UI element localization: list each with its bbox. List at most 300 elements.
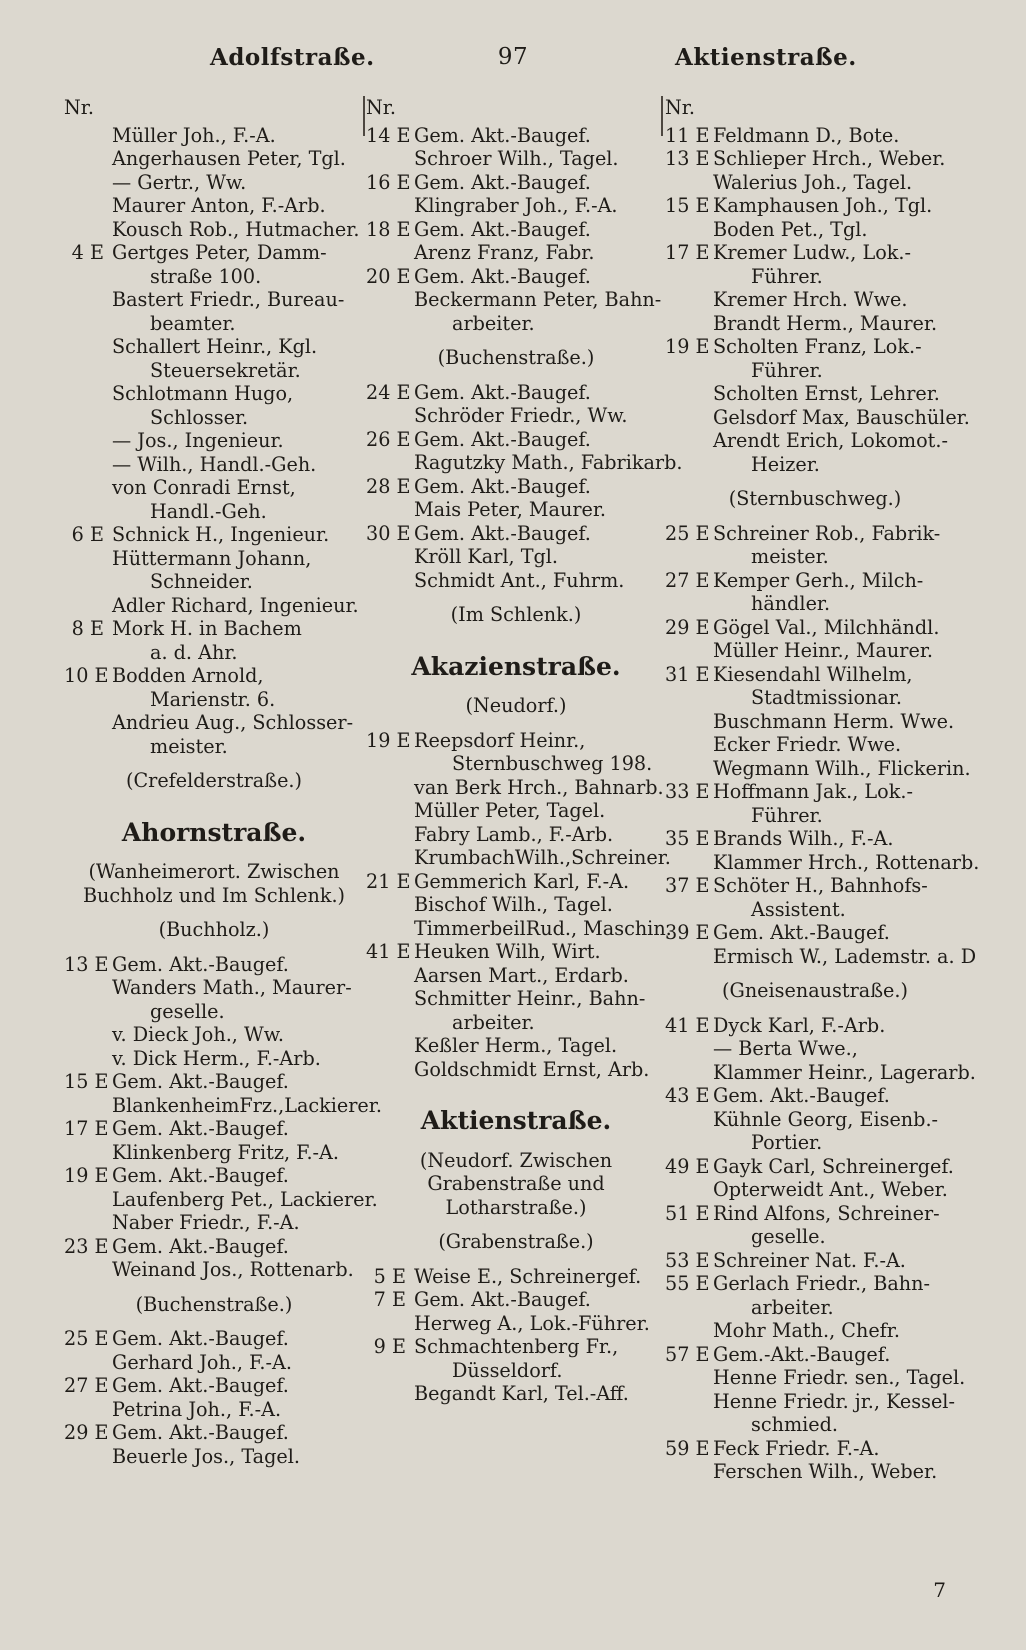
entry-line — [366, 522, 666, 546]
entry-line — [665, 147, 965, 171]
entry-line — [665, 1225, 965, 1249]
section-note: (Buchenstraße.) — [135, 1292, 293, 1316]
entry-continuation: Stadtmissionar. — [751, 686, 902, 709]
entry-line — [366, 729, 666, 753]
resident-entry: — Jos., Ingenieur. — [112, 429, 284, 452]
resident-entry: Dyck Karl, F.-Arb. — [713, 1013, 886, 1037]
entry-line — [665, 1108, 965, 1132]
entry-line — [64, 1023, 364, 1047]
entry-line — [64, 1327, 364, 1351]
entry-line — [64, 1093, 382, 1118]
entry-line — [665, 639, 965, 663]
resident-entry: Scholten Ernst, Lehrer. — [713, 382, 940, 405]
house-number: 13 E — [665, 147, 710, 170]
entry-line — [665, 850, 980, 875]
resident-entry: Ragutzky Math., Fabrikarb. — [414, 451, 683, 474]
entry-line — [64, 711, 364, 735]
resident-entry: Gem. Akt.-Baugef. — [414, 123, 591, 147]
entry-line — [64, 218, 364, 242]
resident-entry: Bischof Wilh., Tagel. — [414, 893, 613, 916]
entry-line — [665, 312, 965, 336]
house-number: 43 E — [665, 1084, 710, 1107]
entry-line — [366, 823, 666, 847]
resident-entry: Ermisch W., Lademstr. a. D — [713, 944, 977, 968]
resident-entry: Gem. Akt.-Baugef. — [112, 1327, 289, 1350]
entry-line — [64, 171, 364, 195]
house-number: 19 E — [366, 728, 411, 752]
entry-line — [366, 940, 666, 964]
entry-line — [366, 498, 666, 522]
entry-line — [665, 1413, 965, 1437]
house-number: 27 E — [64, 1374, 109, 1397]
entry-line — [64, 547, 364, 571]
house-number: 41 E — [665, 1013, 710, 1037]
entry-line — [64, 1211, 364, 1235]
house-number: 30 E — [366, 521, 411, 545]
resident-entry: Kousch Rob., Hutmacher. — [112, 217, 360, 241]
entry-line — [665, 1060, 976, 1085]
resident-entry: Maurer Anton, F.-Arb. — [112, 194, 326, 217]
entry-line — [366, 870, 666, 894]
entry-line — [665, 874, 965, 898]
house-number: 8 E — [71, 617, 104, 640]
resident-entry: Schallert Heinr., Kgl. — [112, 335, 318, 358]
resident-entry: Begandt Karl, Tel.-Aff. — [414, 1382, 629, 1405]
resident-entry: Gem. Akt.-Baugef. — [414, 217, 591, 241]
entry-line — [64, 976, 364, 1000]
resident-entry: van Berk Hrch., Bahnarb. — [414, 775, 664, 799]
resident-entry: Walerius Joh., Tagel. — [713, 170, 913, 194]
resident-entry: — Gertr., Ww. — [112, 170, 247, 194]
nr-label: Nr. — [64, 96, 94, 119]
resident-entry: Wanders Math., Maurer- — [112, 976, 352, 999]
entry-line — [64, 429, 364, 453]
section-note: (Grabenstraße.) — [438, 1230, 594, 1253]
resident-entry: Brands Wilh., F.-A. — [713, 827, 894, 850]
resident-entry: Müller Joh., F.-A. — [112, 123, 276, 147]
entry-line — [64, 1117, 364, 1141]
entry-line — [366, 1335, 666, 1359]
entry-line — [366, 147, 666, 171]
resident-entry: Gelsdorf Max, Bauschüler. — [713, 405, 970, 429]
resident-entry: Gem. Akt.-Baugef. — [414, 474, 591, 498]
entry-continuation: Sternbuschweg 198. — [452, 752, 653, 775]
resident-entry: Andrieu Aug., Schlosser- — [112, 711, 354, 734]
entry-line — [665, 382, 965, 406]
entry-line — [366, 1382, 666, 1406]
section-note: (Buchenstraße.) — [437, 346, 595, 369]
entry-line — [665, 1131, 965, 1155]
entry-line — [665, 288, 965, 312]
entry-line — [665, 733, 965, 757]
resident-entry: Mork H. in Bachem — [112, 617, 302, 640]
entry-line — [665, 780, 965, 804]
house-number: 5 E — [373, 1264, 406, 1288]
entry-line — [366, 124, 666, 148]
resident-entry: Gem. Akt.-Baugef. — [112, 1070, 289, 1093]
house-number: 25 E — [64, 1327, 109, 1350]
entry-line — [665, 1014, 965, 1038]
entry-line — [366, 171, 666, 195]
street-title: Aktienstraße. — [420, 1106, 612, 1135]
entry-continuation: Düsseldorf. — [452, 1358, 563, 1382]
entry-line — [665, 1084, 965, 1108]
resident-entry: Goldschmidt Ernst, Arb. — [414, 1057, 650, 1081]
entry-line — [64, 1421, 364, 1445]
entry-line — [64, 1164, 364, 1188]
entry-continuation: Portier. — [751, 1131, 823, 1154]
house-number: 16 E — [366, 170, 411, 194]
entry-line — [64, 1258, 364, 1282]
resident-entry: Beckermann Peter, Bahn- — [414, 288, 662, 311]
resident-entry: Reepsdorf Heinr., — [414, 728, 586, 752]
entry-line — [64, 523, 364, 547]
entry-line — [665, 545, 965, 569]
resident-entry: Schmitter Heinr., Bahn- — [414, 987, 646, 1010]
resident-entry: Gögel Val., Milchhändl. — [713, 615, 940, 639]
resident-entry: Gem.-Akt.-Baugef. — [713, 1342, 891, 1366]
entry-line — [64, 953, 364, 977]
resident-entry: Gem. Akt.-Baugef. — [414, 521, 591, 545]
resident-entry: Klammer Hrch., Rottenarb. — [713, 850, 980, 874]
entry-line — [64, 1374, 364, 1398]
resident-entry: Kiesendahl Wilhelm, — [713, 662, 913, 686]
house-number: 59 E — [665, 1436, 710, 1460]
house-number: 28 E — [366, 474, 411, 498]
house-number: 9 E — [373, 1335, 406, 1358]
entry-line — [665, 1390, 965, 1414]
resident-entry: Gayk Carl, Schreinergef. — [713, 1154, 954, 1178]
house-number: 29 E — [665, 615, 710, 639]
entry-continuation: Marienstr. 6. — [150, 687, 276, 711]
resident-entry: Henne Friedr. jr., Kessel- — [713, 1389, 955, 1413]
entry-continuation: geselle. — [751, 1225, 826, 1248]
page-number: 97 — [497, 44, 529, 70]
column-2 — [366, 96, 683, 1406]
entry-line — [64, 1070, 364, 1094]
resident-entry: Gem. Akt.-Baugef. — [414, 427, 591, 451]
entry-line — [64, 241, 364, 265]
resident-entry: Müller Heinr., Maurer. — [713, 639, 933, 662]
resident-entry: Arenz Franz, Fabr. — [414, 241, 595, 264]
resident-entry: Ecker Friedr. Wwe. — [713, 733, 902, 756]
resident-entry: Petrina Joh., F.-A. — [112, 1397, 282, 1421]
section-note: (Neudorf. Zwischen Grabenstraße und Lotharstraße.) — [419, 1148, 613, 1219]
house-number: 24 E — [366, 380, 411, 404]
resident-entry: Boden Pet., Tgl. — [713, 217, 868, 241]
entry-line — [64, 1398, 364, 1422]
entry-line — [665, 1437, 965, 1461]
resident-entry: v. Dick Herm., F.-Arb. — [112, 1046, 321, 1070]
street-title: Ahornstraße. — [121, 817, 307, 847]
house-number: 11 E — [665, 123, 710, 147]
resident-entry: Gerlach Friedr., Bahn- — [713, 1272, 930, 1295]
entry-line — [64, 406, 364, 430]
resident-entry: Gem. Akt.-Baugef. — [112, 1374, 289, 1397]
house-number: 37 E — [665, 874, 710, 897]
nr-label: Nr. — [665, 96, 695, 119]
house-number: 55 E — [665, 1272, 710, 1295]
resident-entry: Rind Alfons, Schreiner- — [713, 1201, 940, 1225]
entry-line — [665, 522, 965, 546]
header-right: Aktienstraße. — [675, 44, 857, 71]
entry-continuation: Heizer. — [751, 452, 820, 476]
entry-line — [665, 218, 965, 242]
entry-line — [665, 241, 965, 265]
entry-continuation: arbeiter. — [452, 311, 535, 335]
house-number: 4 E — [71, 241, 104, 264]
entry-line — [665, 265, 965, 289]
resident-entry: Kremer Hrch. Wwe. — [713, 288, 908, 311]
house-number: 6 E — [71, 523, 104, 546]
resident-entry: Gerhard Joh., F.-A. — [112, 1350, 292, 1374]
house-number: 27 E — [665, 568, 710, 592]
resident-entry: Weinand Jos., Rottenarb. — [112, 1258, 354, 1281]
resident-entry: Schmidt Ant., Fuhrm. — [414, 568, 625, 592]
resident-entry: Gem. Akt.-Baugef. — [414, 1288, 591, 1311]
resident-entry: Herweg A., Lok.-Führer. — [414, 1311, 650, 1335]
entry-line — [665, 359, 965, 383]
entry-line — [64, 1351, 364, 1375]
entry-line — [665, 1460, 965, 1484]
entry-line — [366, 545, 666, 569]
house-number: 21 E — [366, 869, 411, 893]
entry-line — [665, 710, 965, 734]
resident-entry: BlankenheimFrz.,Lackierer. — [112, 1093, 382, 1117]
entry-line — [665, 1155, 965, 1179]
entry-continuation: arbeiter. — [751, 1295, 834, 1319]
resident-entry: Gem. Akt.-Baugef. — [112, 1164, 289, 1187]
house-number: 33 E — [665, 780, 710, 803]
entry-line — [366, 964, 666, 988]
resident-entry: Schreiner Rob., Fabrik- — [713, 521, 941, 545]
resident-entry: Gem. Akt.-Baugef. — [713, 1084, 890, 1107]
resident-entry: Hoffmann Jak., Lok.- — [713, 780, 913, 803]
resident-entry: Gemmerich Karl, F.-A. — [414, 869, 630, 893]
house-number: 26 E — [366, 427, 411, 451]
resident-entry: Mais Peter, Maurer. — [414, 498, 607, 521]
entry-line — [64, 1187, 378, 1212]
entry-line — [665, 756, 971, 781]
resident-entry: Kemper Gerh., Milch- — [713, 568, 924, 592]
section-note: (Crefelderstraße.) — [125, 769, 303, 792]
entry-line — [64, 124, 364, 148]
entry-line — [366, 218, 666, 242]
resident-entry: Gem. Akt.-Baugef. — [414, 264, 591, 288]
resident-entry: Schnick H., Ingenieur. — [112, 523, 330, 546]
entry-line — [665, 616, 965, 640]
entry-continuation: Schlosser. — [150, 405, 249, 429]
house-number: 19 E — [64, 1164, 109, 1187]
resident-entry: TimmerbeilRud., Maschin. — [414, 916, 672, 940]
entry-line — [366, 451, 683, 475]
nr-label: Nr. — [366, 96, 396, 119]
entry-line — [366, 265, 666, 289]
house-number: 14 E — [366, 123, 411, 147]
resident-entry: Bodden Arnold, — [112, 664, 264, 687]
entry-line — [366, 1034, 666, 1058]
resident-entry: Gem. Akt.-Baugef. — [713, 921, 890, 944]
house-number: 53 E — [665, 1248, 710, 1272]
resident-entry: Ferschen Wilh., Weber. — [713, 1460, 938, 1483]
resident-entry: KrumbachWilh.,Schreiner. — [414, 846, 671, 869]
resident-entry: Gem. Akt.-Baugef. — [112, 1117, 289, 1140]
house-number: 49 E — [665, 1154, 710, 1178]
entry-line — [64, 1047, 364, 1071]
entry-line — [665, 1202, 965, 1226]
resident-entry: Beuerle Jos., Tagel. — [112, 1444, 300, 1468]
section-note: (Im Schlenk.) — [450, 603, 582, 626]
column-1 — [64, 96, 382, 1468]
entry-line — [665, 1249, 965, 1273]
resident-entry: Kröll Karl, Tgl. — [414, 545, 559, 568]
entry-line — [366, 752, 666, 776]
entry-line — [665, 804, 965, 828]
resident-entry: Schlieper Hrch., Weber. — [713, 147, 946, 170]
resident-entry: Feldmann D., Bote. — [713, 123, 900, 147]
entry-line — [665, 335, 965, 359]
resident-entry: Klammer Heinr., Lagerarb. — [713, 1060, 976, 1084]
resident-entry: Klinkenberg Fritz, F.-A. — [112, 1140, 339, 1164]
resident-entry: Angerhausen Peter, Tgl. — [112, 147, 346, 170]
house-number: 13 E — [64, 952, 109, 976]
entry-line — [64, 312, 364, 336]
house-number: 20 E — [366, 264, 411, 288]
house-number: 7 E — [373, 1288, 406, 1311]
resident-entry: Aarsen Mart., Erdarb. — [414, 963, 629, 987]
house-number: 29 E — [64, 1421, 109, 1444]
entry-line — [665, 1037, 965, 1061]
house-number: 18 E — [366, 217, 411, 241]
entry-continuation: Führer. — [751, 803, 823, 827]
entry-continuation: Führer. — [751, 358, 823, 382]
entry-continuation: schmied. — [751, 1413, 839, 1436]
resident-entry: Gem. Akt.-Baugef. — [112, 952, 289, 976]
resident-entry: Wegmann Wilh., Flickerin. — [713, 756, 971, 780]
entry-line — [366, 312, 666, 336]
resident-entry: v. Dieck Joh., Ww. — [112, 1023, 284, 1046]
resident-entry: — Wilh., Handl.-Geh. — [112, 452, 317, 476]
entry-line — [366, 475, 666, 499]
resident-entry: Buschmann Herm. Wwe. — [713, 709, 955, 733]
entry-line — [64, 1235, 364, 1259]
resident-entry: Hüttermann Johann, — [112, 546, 312, 570]
entry-line — [366, 916, 672, 941]
entry-line — [665, 1178, 965, 1202]
entry-line — [366, 428, 666, 452]
resident-entry: Bastert Friedr., Bureau- — [112, 288, 345, 311]
entry-line — [64, 194, 364, 218]
resident-entry: Kremer Ludw., Lok.- — [713, 241, 912, 264]
house-number: 17 E — [665, 241, 710, 264]
entry-continuation: meister. — [150, 734, 228, 758]
house-number: 10 E — [64, 664, 109, 687]
resident-entry: Henne Friedr. sen., Tagel. — [713, 1366, 966, 1389]
entry-continuation: straße 100. — [150, 264, 262, 288]
entry-line — [366, 987, 666, 1011]
entry-continuation: Assistent. — [751, 897, 846, 921]
entry-line — [64, 664, 364, 688]
resident-entry: Schmachtenberg Fr., — [414, 1335, 619, 1358]
entry-line — [665, 1366, 965, 1390]
house-number: 15 E — [665, 194, 710, 217]
entry-line — [64, 335, 364, 359]
resident-entry: Heuken Wilh, Wirt. — [414, 940, 601, 963]
resident-entry: Laufenberg Pet., Lackierer. — [112, 1187, 378, 1211]
section-note: (Wanheimerort. Zwischen Buchholz und Im Schlenk.) — [82, 860, 346, 907]
section-note: (Sternbuschweg.) — [728, 487, 902, 510]
house-number: 51 E — [665, 1201, 710, 1225]
section-note: (Buchholz.) — [158, 918, 270, 941]
entry-line — [665, 898, 965, 922]
resident-entry: Gem. Akt.-Baugef. — [414, 170, 591, 194]
resident-entry: Gem. Akt.-Baugef. — [112, 1421, 289, 1444]
resident-entry: Weise E., Schreinergef. — [414, 1264, 642, 1288]
entry-line — [64, 453, 364, 477]
resident-entry: — Berta Wwe., — [713, 1037, 858, 1060]
entry-continuation: Führer. — [751, 264, 823, 288]
house-number: 31 E — [665, 662, 710, 686]
resident-entry: Naber Friedr., F.-A. — [112, 1211, 300, 1234]
entry-line — [366, 288, 666, 312]
entry-line — [64, 641, 364, 665]
house-number: 39 E — [665, 921, 710, 944]
resident-entry: Gem. Akt.-Baugef. — [112, 1234, 289, 1258]
entry-continuation: meister. — [751, 545, 829, 568]
entry-line — [366, 776, 666, 800]
resident-entry: Schreiner Nat. F.-A. — [713, 1248, 906, 1272]
entry-line — [64, 1000, 364, 1024]
resident-entry: Schöter H., Bahnhofs- — [713, 874, 928, 897]
entry-line — [665, 592, 965, 616]
entry-line — [64, 382, 364, 406]
entry-line — [665, 569, 965, 593]
entry-line — [366, 893, 666, 917]
resident-entry: Schlotmann Hugo, — [112, 382, 294, 405]
resident-entry: Schröder Friedr., Ww. — [414, 404, 628, 427]
entry-line — [665, 1319, 965, 1343]
entry-line — [665, 1272, 965, 1296]
entry-line — [665, 686, 965, 710]
resident-entry: Schroer Wilh., Tagel. — [414, 147, 619, 170]
entry-line — [665, 124, 965, 148]
entry-line — [64, 476, 364, 500]
resident-entry: Müller Peter, Tagel. — [414, 799, 606, 822]
resident-entry: Kühnle Georg, Eisenb.- — [713, 1107, 939, 1131]
house-number: 57 E — [665, 1342, 710, 1366]
entry-line — [64, 570, 364, 594]
entry-line — [665, 827, 965, 851]
entry-line — [665, 453, 965, 477]
entry-line — [366, 799, 666, 823]
entry-line — [64, 735, 364, 759]
resident-entry: Keßler Herm., Tagel. — [414, 1034, 618, 1057]
footer-signature: 7 — [933, 1578, 946, 1602]
entry-line — [665, 944, 977, 969]
resident-entry: Scholten Franz, Lok.- — [713, 335, 922, 358]
entry-line — [665, 405, 970, 430]
entry-line — [64, 617, 364, 641]
entry-line — [366, 1359, 666, 1383]
entry-line — [366, 381, 666, 405]
entry-line — [665, 1343, 965, 1367]
entry-continuation: händler. — [751, 592, 831, 615]
entry-line — [665, 663, 965, 687]
resident-entry: Kamphausen Joh., Tgl. — [713, 194, 933, 217]
column-3 — [665, 96, 980, 1484]
entry-line — [64, 594, 364, 618]
entry-line — [64, 1141, 364, 1165]
